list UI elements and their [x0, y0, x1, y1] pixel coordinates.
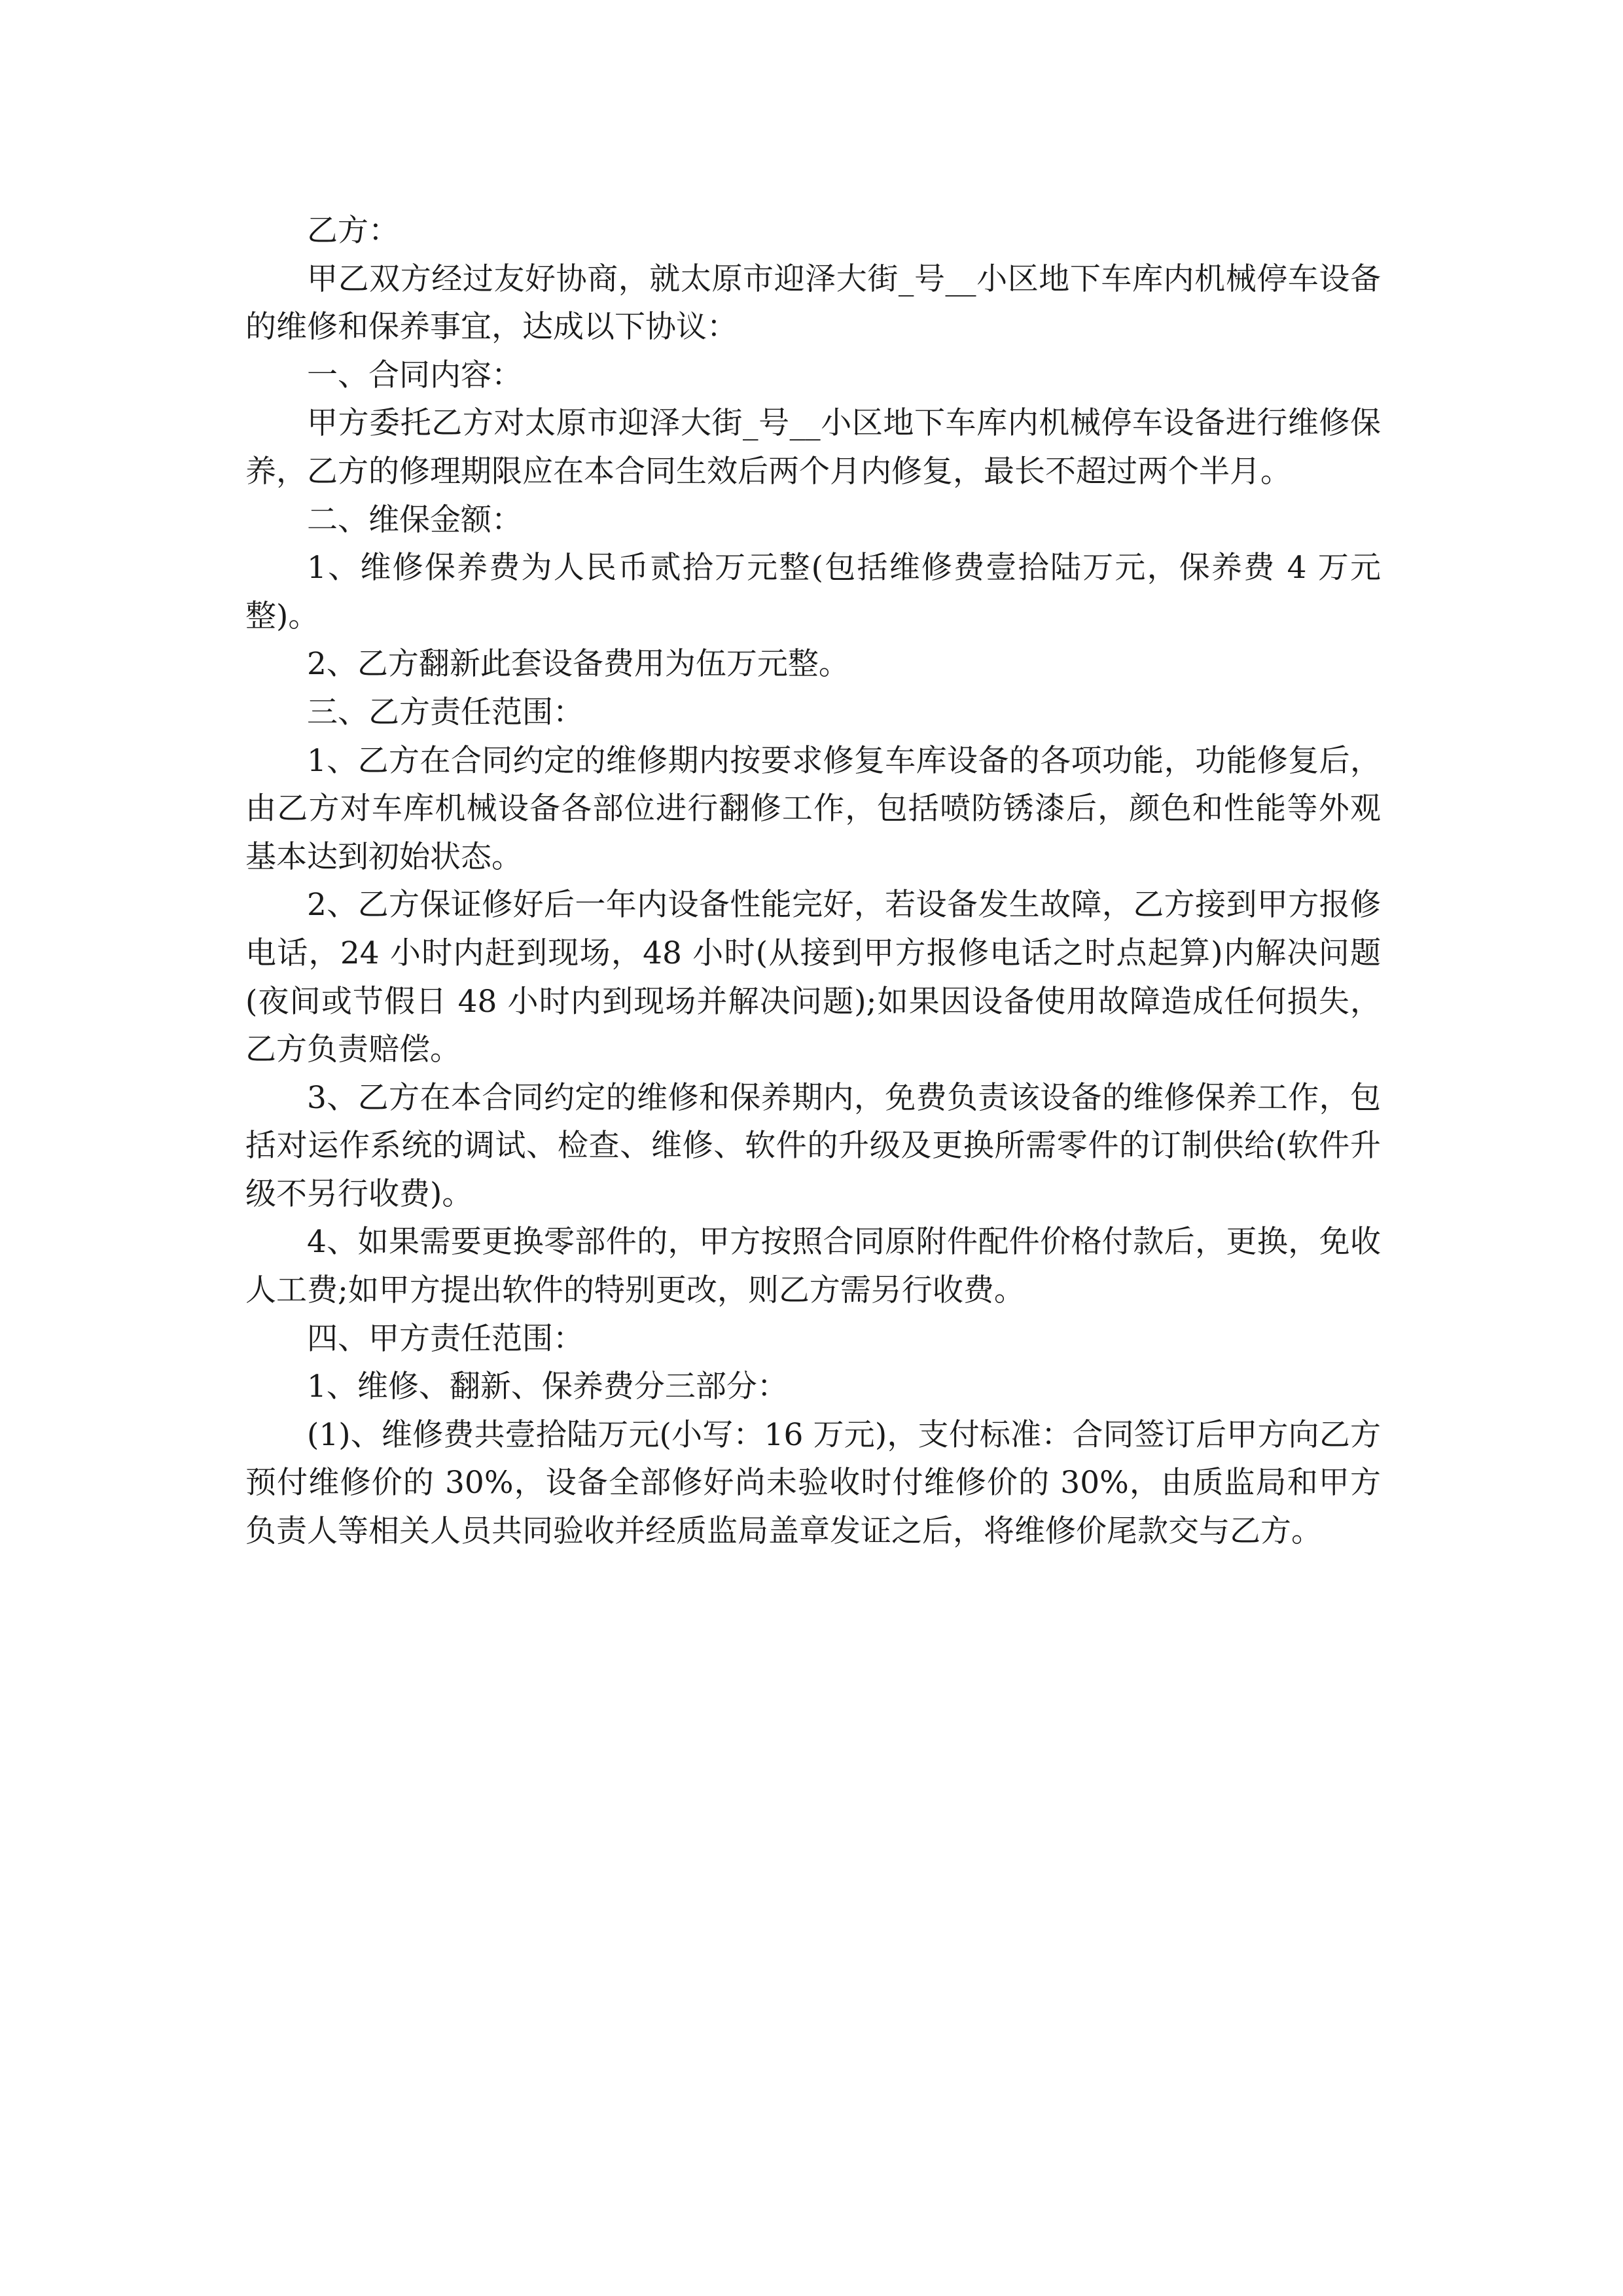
- contract-content-paragraph: 甲方委托乙方对太原市迎泽大街_号__小区地下车库内机械停车设备进行维修保养，乙方的修理期限应在本合同生效后两个月内修复，最长不超过两个半月。: [245, 405, 1381, 490]
- party-b-clause-4: 4、如果需要更换零部件的，甲方按照合同原附件配件价格付款后，更换，免收人工费;如甲方提出软件的特别更改，则乙方需另行收费。: [245, 1224, 1381, 1309]
- party-a-clause-1-sub-1: (1)、维修费共壹拾陆万元(小写：16 万元)，支付标准：合同签订后甲方向乙方预付维修价的 30%，设备全部修好尚未验收时付维修价的 30%，由质监局和甲方负责人等相关人员共同验收并经质监局盖章发证之后，将维修价尾款交与乙方。: [245, 1416, 1381, 1550]
- party-b-clause-3: 3、乙方在本合同约定的维修和保养期内，免费负责该设备的维修保养工作，包括对运作系统的调试、检查、维修、软件的升级及更换所需零件的订制供给(软件升级不另行收费)。: [245, 1079, 1381, 1212]
- section-heading-party-b-responsibility: 三、乙方责任范围：: [307, 694, 584, 730]
- section-heading-contract-content: 一、合同内容：: [307, 357, 522, 393]
- section-heading-maintenance-amount: 二、维保金额：: [307, 501, 522, 538]
- amount-clause-2: 2、乙方翻新此套设备费用为伍万元整。: [307, 646, 849, 683]
- intro-paragraph: 甲乙双方经过友好协商，就太原市迎泽大街_号__小区地下车库内机械停车设备的维修和保养事宜，达成以下协议：: [245, 260, 1381, 346]
- party-b-clause-2: 2、乙方保证修好后一年内设备性能完好，若设备发生故障，乙方接到甲方报修电话，24 小时内赶到现场，48 小时(从接到甲方报修电话之时点起算)内解决问题(夜间或节假日 48 小时内到现场并解决问题);如果因设备使用故障造成任何损失，乙方负责赔偿。: [245, 887, 1381, 1068]
- contract-body: [245, 207, 1381, 1556]
- section-heading-party-a-responsibility: 四、甲方责任范围：: [307, 1320, 584, 1357]
- party-b-clause-1: 1、乙方在合同约定的维修期内按要求修复车库设备的各项功能，功能修复后，由乙方对车库机械设备各部位进行翻修工作，包括喷防锈漆后，颜色和性能等外观基本达到初始状态。: [245, 742, 1381, 875]
- party-a-clause-1: 1、维修、翻新、保养费分三部分：: [307, 1369, 788, 1405]
- amount-clause-1: 1、维修保养费为人民币贰拾万元整(包括维修费壹拾陆万元，保养费 4 万元整)。: [245, 550, 1381, 634]
- party-b-label: 乙方：: [307, 213, 399, 249]
